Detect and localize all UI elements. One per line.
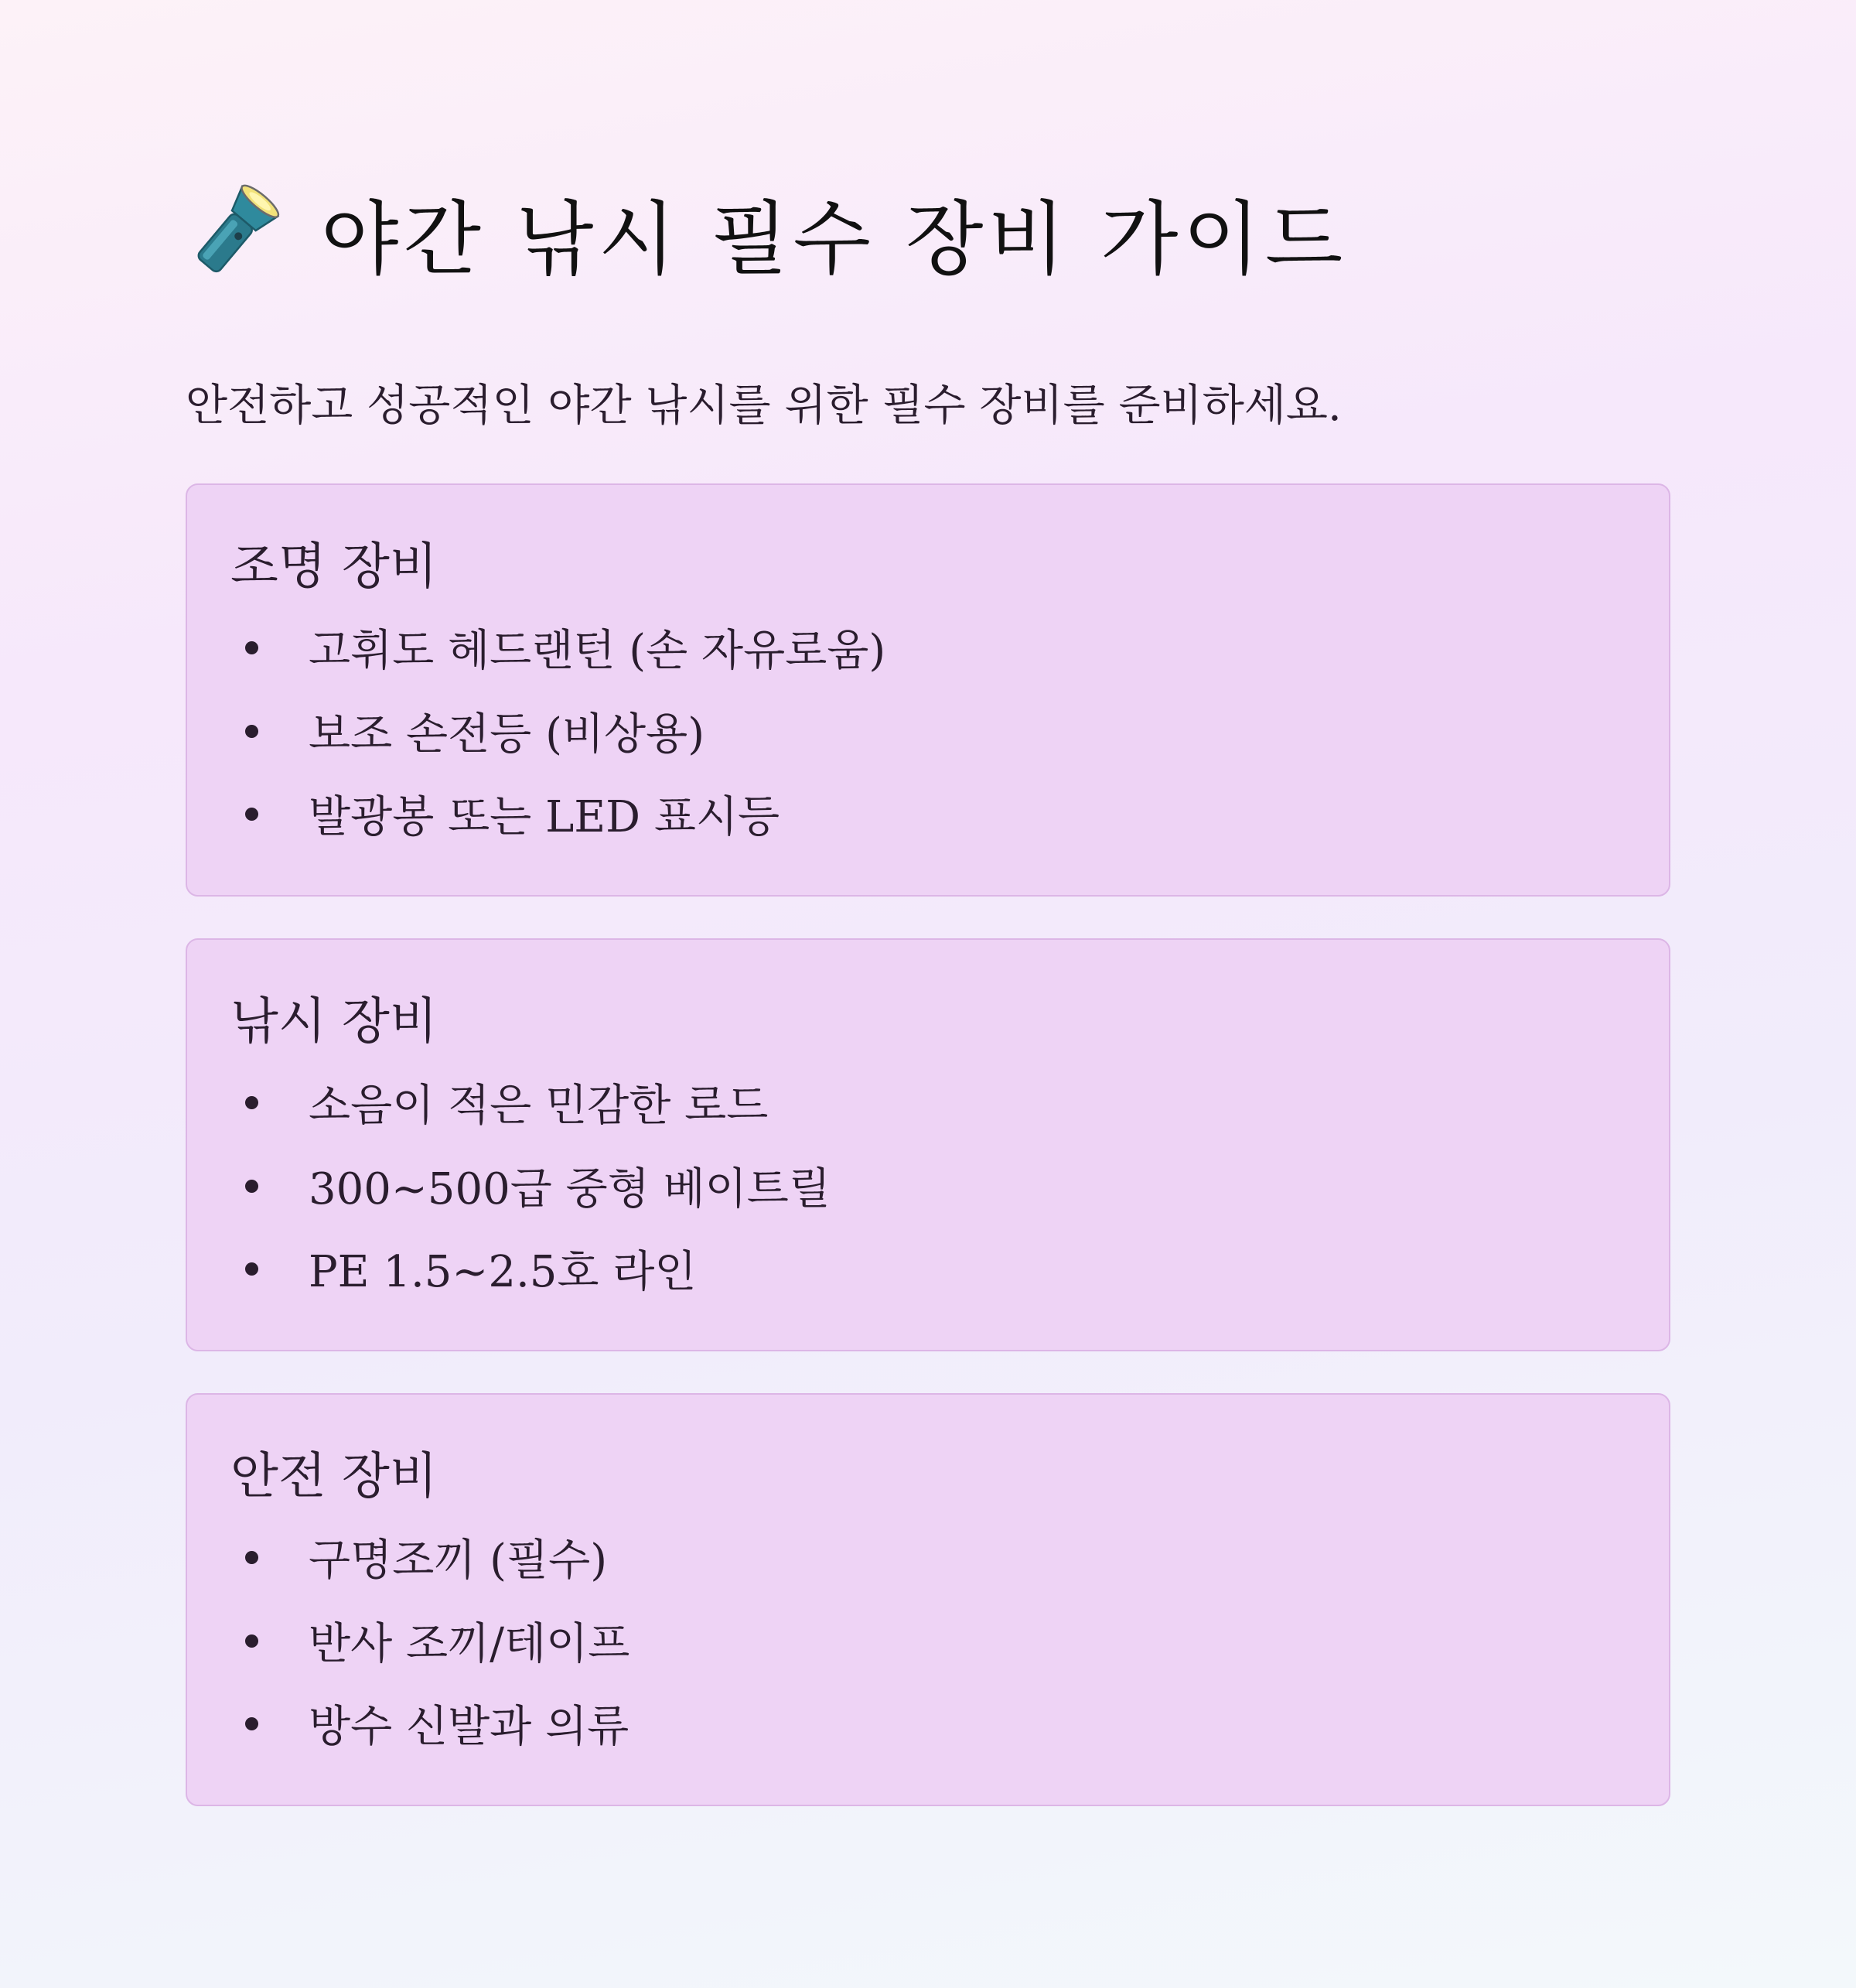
bullet-icon (245, 1634, 258, 1648)
bullet-icon (245, 1096, 258, 1109)
bullet-icon (245, 1717, 258, 1730)
section-card-safety (186, 1393, 1670, 1806)
list-item (187, 1071, 768, 1133)
section-card-fishing (186, 938, 1670, 1351)
section-heading: 조명 장비 (230, 538, 438, 596)
section-card-lighting (186, 483, 1670, 897)
bullet-icon (245, 641, 258, 654)
bullet-icon (245, 1262, 258, 1276)
section-heading: 안전 장비 (230, 1448, 438, 1505)
page-title: 야간 낚시 필수 장비 가이드 (321, 192, 1348, 286)
bullet-icon (245, 1551, 258, 1564)
list-item (187, 1693, 629, 1754)
list-item (187, 700, 705, 762)
list-item-text: 반사 조끼/테이프 (309, 1619, 630, 1669)
list-item-text: 구명조끼 (필수) (309, 1535, 608, 1586)
list-item-text: 발광봉 또는 LED 표시등 (309, 792, 780, 842)
list-item (187, 1526, 607, 1588)
bullet-icon (245, 1180, 258, 1193)
list-item (187, 1610, 629, 1672)
list-item-text: PE 1.5~2.5호 라인 (309, 1247, 697, 1297)
list-item (187, 1155, 831, 1217)
list-item-text: 방수 신발과 의류 (309, 1702, 629, 1752)
page-subtitle: 안전하고 성공적인 야간 낚시를 위한 필수 장비를 준비하세요. (186, 381, 1342, 431)
list-item-text: 300~500급 중형 베이트릴 (309, 1164, 831, 1214)
flashlight-icon (186, 184, 282, 281)
list-item (187, 617, 885, 678)
page-header (186, 178, 1347, 286)
list-item-text: 고휘도 헤드랜턴 (손 자유로움) (309, 626, 886, 676)
list-item-text: 소음이 적은 민감한 로드 (309, 1081, 769, 1131)
list-item (187, 783, 780, 845)
list-item (187, 1238, 697, 1300)
bullet-icon (245, 808, 258, 821)
section-heading: 낚시 장비 (230, 993, 438, 1050)
bullet-icon (245, 725, 258, 738)
list-item-text: 보조 손전등 (비상용) (309, 709, 705, 760)
